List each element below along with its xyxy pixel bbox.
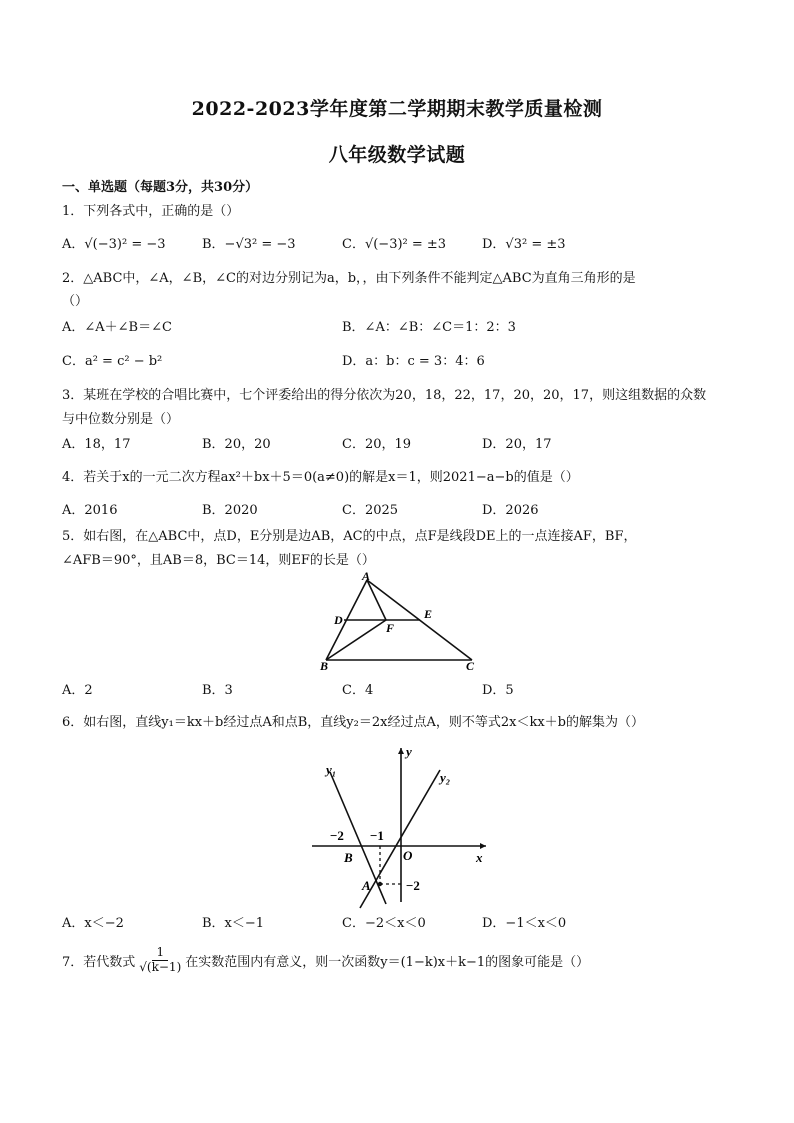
question-6-stem: 6．如右图，直线y₁＝kx＋b经过点A和点B，直线y₂＝2x经过点A，则不等式2x＜kx＋b的解集为（）: [62, 715, 644, 730]
x-axis-arrow: [480, 843, 486, 849]
question-6-option-a: A．x＜−2: [62, 916, 124, 931]
question-2-stem-cont: （）: [62, 294, 89, 309]
label-a: A: [362, 569, 371, 583]
label-f: F: [386, 621, 395, 635]
label-y-axis: y: [406, 744, 412, 759]
line-graph-figure: [300, 742, 500, 912]
question-5-option-d: D．5: [482, 683, 514, 698]
question-2-option-b: B．∠A：∠B：∠C＝1：2：3: [342, 320, 516, 335]
label-neg2-x: −2: [330, 828, 344, 843]
question-1-stem: 1．下列各式中，正确的是（）: [62, 204, 240, 219]
y-axis-arrow: [398, 748, 404, 754]
label-b: B: [344, 850, 353, 865]
question-7-suffix: 在实数范围内有意义，则一次函数y＝(1−k)x＋k−1的图象可能是（）: [185, 954, 590, 970]
question-3-stem: 3．某班在学校的合唱比赛中，七个评委给出的得分依次为20，18，22，17，20，20，17，则这组数据的众数: [62, 388, 707, 403]
question-3-option-b: B．20，20: [202, 437, 271, 452]
question-7-prefix: 7．若代数式: [62, 954, 136, 970]
page-subtitle: 八年级数学试题: [328, 144, 466, 166]
question-3-option-c: C．20，19: [342, 437, 412, 452]
fraction-numerator: 1: [152, 946, 168, 961]
label-neg2-y: −2: [406, 878, 420, 893]
question-4-option-c: C．2025: [342, 503, 399, 518]
page-title: 2022-2023学年度第二学期期末教学质量检测: [191, 98, 603, 120]
segment-af: [367, 580, 386, 620]
question-6-option-c: C．−2＜x＜0: [342, 916, 426, 931]
question-6-option-b: B．x＜−1: [202, 916, 265, 931]
question-2-option-d: D．a：b：c = 3：4：6: [342, 354, 485, 369]
question-2-option-a: A．∠A＋∠B＝∠C: [62, 320, 172, 335]
section-heading: 一、单选题（每题3分，共30分）: [62, 180, 259, 195]
question-7-stem: [62, 946, 589, 975]
question-4-option-b: B．2020: [202, 503, 258, 518]
question-5-stem: 5．如右图，在△ABC中，点D，E分别是边AB，AC的中点，点F是线段DE上的一点连接AF，BF，: [62, 529, 637, 544]
question-3-stem-cont: 与中位数分别是（）: [62, 412, 180, 427]
question-1-option-a: A．√(−3)² = −3: [62, 237, 166, 252]
label-c: C: [466, 659, 475, 672]
question-6-option-d: D．−1＜x＜0: [482, 916, 567, 931]
label-b: B: [320, 659, 329, 672]
question-5-option-c: C．4: [342, 683, 374, 698]
label-y2: y₂: [440, 770, 451, 785]
label-y1: y₁: [326, 762, 337, 777]
question-3-option-d: D．20，17: [482, 437, 552, 452]
label-d: D: [334, 613, 343, 627]
question-1-option-d: D．√3² = ±3: [482, 237, 566, 252]
label-e: E: [424, 607, 433, 621]
question-2-option-c: C．a² = c² − b²: [62, 354, 163, 369]
fraction-denominator: √(k−1): [139, 959, 182, 974]
label-origin: O: [403, 848, 413, 863]
question-4-option-a: A．2016: [62, 503, 118, 518]
question-5-stem-cont: ∠AFB＝90°，且AB＝8，BC＝14，则EF的长是（）: [62, 553, 375, 568]
question-3-option-a: A．18，17: [62, 437, 131, 452]
point-a: [378, 882, 382, 886]
question-2-stem: 2．△ABC中，∠A，∠B，∠C的对边分别记为a，b，，由下列条件不能判定△ABC为直角三角形的是: [62, 271, 636, 286]
question-4-stem: 4．若关于x的一元二次方程ax²＋bx＋5＝0(a≠0)的解是x＝1，则2021−a−b的值是（）: [62, 470, 579, 485]
question-4-option-d: D．2026: [482, 503, 539, 518]
question-1-option-c: C．√(−3)² = ±3: [342, 237, 447, 252]
label-x-axis: x: [476, 850, 483, 865]
label-a: A: [362, 878, 371, 893]
question-7-fraction: [137, 946, 183, 975]
question-5-option-a: A．2: [62, 683, 93, 698]
triangle-figure: [312, 568, 482, 672]
question-5-option-b: B．3: [202, 683, 233, 698]
question-1-option-b: B．−√3² = −3: [202, 237, 296, 252]
label-neg1-x: −1: [370, 828, 384, 843]
